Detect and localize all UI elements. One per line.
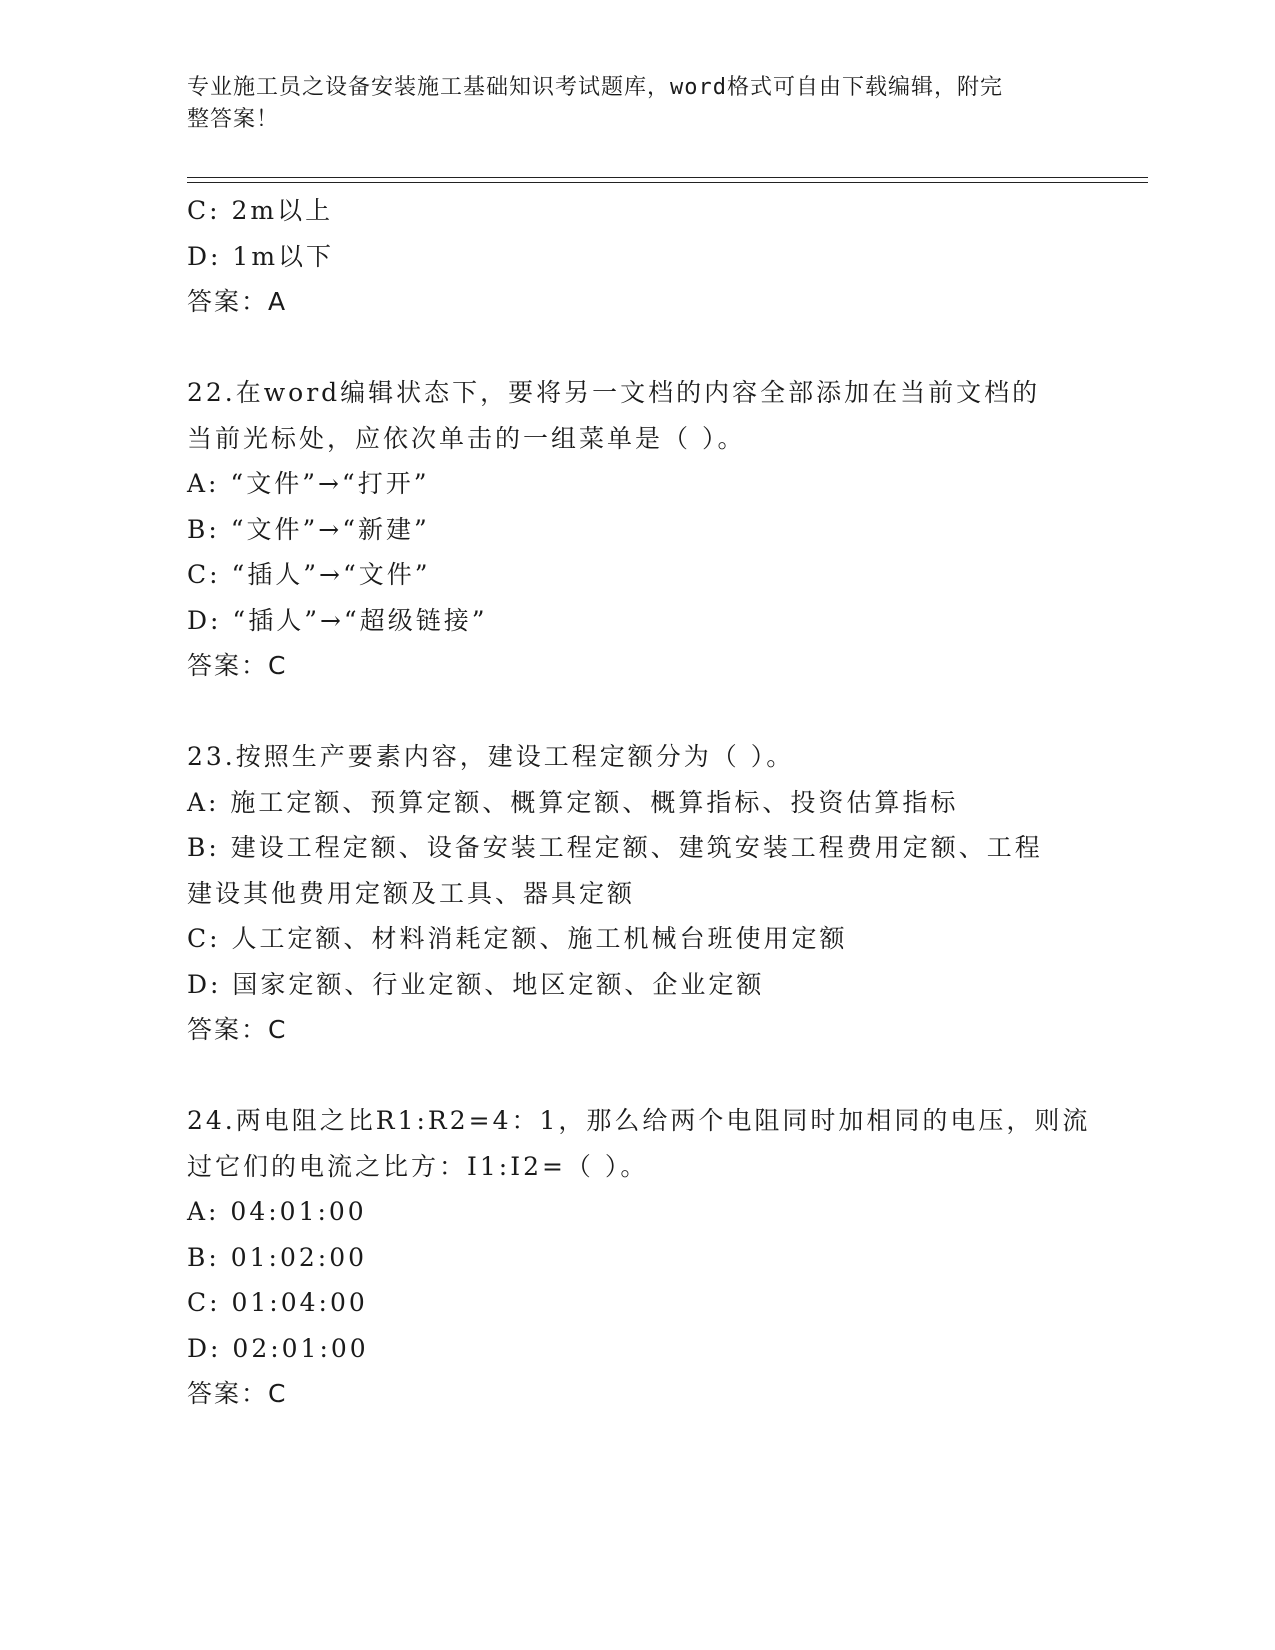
- q22-stem-line-2: 当前光标处，应依次单击的一组菜单是（ ）。: [187, 423, 746, 453]
- q24-stem-line-1: 24.两电阻之比R1:R2=4：1，那么给两个电阻同时加相同的电压，则流: [187, 1106, 1091, 1135]
- q23-option-b-line-1: B: 建设工程定额、设备安装工程定额、建筑安装工程费用定额、工程: [187, 833, 1043, 862]
- q22-answer: 答案：C: [187, 651, 288, 680]
- question-24: [187, 1098, 1091, 1417]
- q24-stem-line-2: 过它们的电流之比方：I1:I2=（ ）。: [187, 1151, 649, 1181]
- question-23: [187, 734, 1087, 1053]
- header-divider-top: [187, 177, 1148, 178]
- q24-option-a: A: 04:01:00: [187, 1197, 367, 1226]
- q22-option-b: B: “文件”→“新建”: [187, 514, 430, 544]
- q24-option-b: B: 01:02:00: [187, 1242, 368, 1272]
- spacer: [187, 1053, 1087, 1099]
- q21-option-d: D: 1m以下: [187, 241, 335, 271]
- q23-answer: 答案：C: [187, 1015, 288, 1044]
- document-header: [187, 72, 1067, 136]
- q21-option-c: C: 2m以上: [187, 196, 334, 225]
- q24-option-c: C: 01:04:00: [187, 1288, 368, 1317]
- header-divider-bottom: [187, 182, 1148, 183]
- q22-stem-line-1: 22.在word编辑状态下，要将另一文档的内容全部添加在当前文档的: [187, 378, 1041, 407]
- q23-option-c: C: 人工定额、材料消耗定额、施工机械台班使用定额: [187, 924, 848, 953]
- q24-answer: 答案：C: [187, 1379, 288, 1408]
- q23-option-b-line-2: 建设其他费用定额及工具、器具定额: [187, 878, 636, 908]
- q24-option-d: D: 02:01:00: [187, 1333, 369, 1363]
- header-line-2: 整答案！: [187, 107, 280, 132]
- q23-option-d: D: 国家定额、行业定额、地区定额、企业定额: [187, 969, 765, 999]
- q21-answer: 答案：A: [187, 287, 288, 316]
- question-21: [187, 188, 1087, 325]
- question-content: [187, 188, 1091, 1417]
- spacer: [187, 689, 1087, 735]
- q22-option-d: D: “插人”→“超级链接”: [187, 605, 488, 635]
- q22-option-a: A: “文件”→“打开”: [187, 469, 430, 498]
- question-22: [187, 370, 1087, 689]
- spacer: [187, 325, 1087, 371]
- q23-option-a: A: 施工定额、预算定额、概算定额、概算指标、投资估算指标: [187, 787, 959, 817]
- q23-stem: 23.按照生产要素内容，建设工程定额分为（ ）。: [187, 742, 795, 771]
- header-line-1: 专业施工员之设备安装施工基础知识考试题库，word格式可自由下载编辑，附完: [187, 75, 1003, 100]
- q22-option-c: C: “插人”→“文件”: [187, 560, 431, 589]
